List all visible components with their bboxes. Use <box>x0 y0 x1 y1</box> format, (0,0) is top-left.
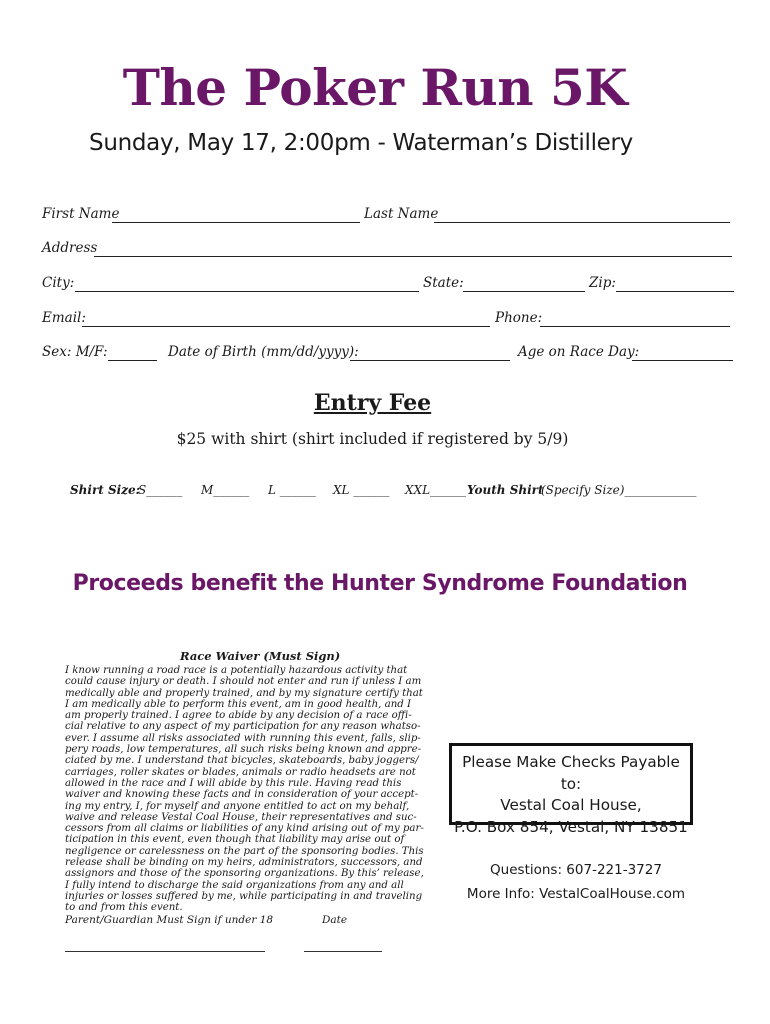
waiver-line: release shall be binding on my heirs, administrators, successors, and <box>65 857 423 869</box>
phone-label: Phone: <box>495 310 543 326</box>
waiver-line: am properly trained. I agree to abide by any decision of a race offi- <box>65 710 412 722</box>
waiver-line: carriages, roller skates or blades, animals or radio headsets are not <box>65 766 416 778</box>
payment-line-3: P.O. Box 854, Vestal, NY 13851 <box>454 817 688 836</box>
waiver-text <box>65 665 430 914</box>
waiver-line: ticipation in this event, even though that liability may arise out of <box>65 834 405 846</box>
page-title: The Poker Run 5K <box>122 58 628 117</box>
age-label: Age on Race Day: <box>518 344 640 360</box>
email-field[interactable] <box>82 312 490 327</box>
signature-date-label: Date <box>322 914 348 926</box>
payment-info-box <box>449 743 693 836</box>
dob-field[interactable] <box>350 346 510 361</box>
entry-fee-heading: Entry Fee <box>313 390 432 416</box>
last-name-label: Last Name <box>364 206 439 222</box>
waiver-line: ever. I assume all risks associated with running this event, falls, slip- <box>65 732 421 744</box>
zip-label: Zip: <box>589 275 616 291</box>
sex-field[interactable] <box>108 346 157 361</box>
waiver-line: assignors and those of the sponsoring organizations. By this’ release, <box>65 868 424 880</box>
state-field[interactable] <box>463 277 585 292</box>
zip-field[interactable] <box>616 277 734 292</box>
waiver-line: to and from this event. <box>65 902 183 914</box>
shirt-size-xxl[interactable]: XXL______ <box>405 483 467 497</box>
first-name-label: First Name <box>42 206 120 222</box>
waiver-line: ing my entry, I, for myself and anyone entitled to act on my behalf, <box>65 800 410 812</box>
waiver-line: I am medically able to perform this event, am in good health, and I <box>65 698 412 710</box>
address-label: Address <box>42 240 98 256</box>
waiver-line: I know running a road race is a potentially hazardous activity that <box>65 665 408 676</box>
waiver-line: medically able and properly trained, and by my signature certify that <box>65 687 423 699</box>
shirt-size-xl[interactable]: XL ______ <box>333 483 390 497</box>
waiver-line: could cause injury or death. I should not enter and run if unless I am <box>65 676 422 688</box>
shirt-size-s[interactable]: S______ <box>138 483 183 497</box>
waiver-line: waive and release Vestal Coal House, their representatives and suc- <box>65 811 417 823</box>
address-field[interactable] <box>94 242 732 257</box>
phone-field[interactable] <box>540 312 730 327</box>
dob-label: Date of Birth (mm/dd/yyyy): <box>168 344 359 360</box>
waiver-line: injuries or losses suffered by me, while participating in and traveling <box>65 890 423 902</box>
entry-fee-line: $25 with shirt (shirt included if registered by 5/9) <box>176 430 569 448</box>
waiver-line: ciated by me. I understand that bicycles, skateboards, baby joggers/ <box>65 755 419 767</box>
payment-line-2: Vestal Coal House, <box>500 796 642 814</box>
signature-date-line[interactable] <box>304 939 382 952</box>
waiver-line: I fully intend to discharge the said organizations from any and all <box>65 879 404 891</box>
last-name-field[interactable] <box>434 208 730 223</box>
sex-label: Sex: M/F: <box>42 344 108 360</box>
shirt-size-label: Shirt Size: <box>70 483 141 497</box>
email-label: Email: <box>42 310 86 326</box>
guardian-signature-line[interactable] <box>65 939 265 952</box>
more-info-link[interactable]: More Info: VestalCoalHouse.com <box>466 886 686 902</box>
payment-line-1: Please Make Checks Payable to: <box>462 753 680 793</box>
waiver-title: Race Waiver (Must Sign) <box>180 649 341 663</box>
waiver-line: pery roads, low temperatures, all such risks being known and appre- <box>65 744 422 756</box>
questions-phone: Questions: 607-221-3727 <box>490 862 662 878</box>
waiver-line: cessors from all claims or liabilities of any kind arising out of my par- <box>65 823 424 835</box>
waiver-line: cial relative to any aspect of my participation for any reason whatso- <box>65 721 421 733</box>
proceeds-statement: Proceeds benefit the Hunter Syndrome Foundation <box>72 571 688 596</box>
guardian-signature-label: Parent/Guardian Must Sign if under 18 <box>65 914 274 926</box>
youth-shirt-label: Youth Shirt <box>467 483 544 497</box>
state-label: State: <box>423 275 464 291</box>
event-subtitle: Sunday, May 17, 2:00pm - Waterman’s Distillery <box>89 130 633 156</box>
shirt-size-m[interactable]: M______ <box>201 483 250 497</box>
age-field[interactable] <box>632 346 733 361</box>
waiver-line: allowed in the race and I will abide by this rule. Having read this <box>65 777 402 789</box>
city-label: City: <box>42 275 75 291</box>
waiver-line: waiver and knowing these facts and in consideration of your accept- <box>65 789 419 801</box>
shirt-size-l[interactable]: L ______ <box>268 483 316 497</box>
youth-shirt-size[interactable]: (Specify Size)____________ <box>541 483 697 497</box>
first-name-field[interactable] <box>112 208 360 223</box>
waiver-line: negligence or carelessness on the part of the sponsoring bodies. This <box>65 845 424 857</box>
city-field[interactable] <box>75 277 419 292</box>
